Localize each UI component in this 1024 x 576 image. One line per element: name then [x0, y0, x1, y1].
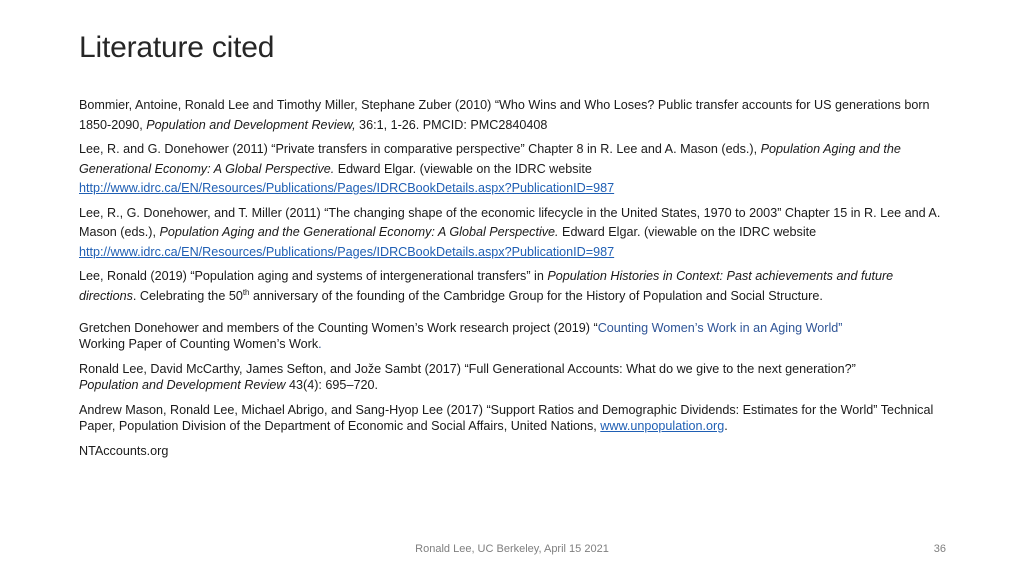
ref-text: anniversary of the founding of the Cambridge Group for the History of Population and Social Structure. [249, 288, 823, 303]
ref-text: . [318, 337, 322, 351]
ref-text: NTAccounts.org [79, 444, 169, 458]
reference-list [79, 96, 947, 468]
ref-text: Ronald Lee, David McCarthy, James Sefton, and Jože Sambt (2017) “Full Generational Accounts: What do we give to the next generation?” [79, 362, 856, 376]
reference-lee-2019 [79, 267, 947, 306]
ref-text: Andrew Mason, Ronald Lee, Michael Abrigo, and Sang-Hyop Lee (2017) “Support Ratios and Demographic Dividends: Estimates for the World” Technical Paper, Population Division of the Department of Economic and Social Affairs, United Nations, [79, 403, 934, 433]
reference-lee-mccarthy-2017 [79, 361, 947, 393]
reference-mason-2017 [79, 402, 947, 434]
ref-text: 36:1, 1-26. PMCID: PMC2840408 [355, 117, 548, 132]
reference-ntaccounts [79, 443, 947, 459]
unpopulation-link[interactable]: www.unpopulation.org [600, 419, 725, 433]
book-title: Population Histories in Context: Past achievements and future directions [79, 269, 894, 303]
ref-text: Lee, R., G. Donehower, and T. Miller (2011) “The changing shape of the economic lifecycle in the United States, 1970 to 2003” Chapter 15 in R. Lee and A. Mason (eds.), [79, 205, 941, 239]
ref-text: Edward Elgar. (viewable on the IDRC website [558, 225, 817, 239]
ref-text: Lee, Ronald (2019) “Population aging and systems of intergenerational transfers” in [79, 269, 548, 283]
idrc-link[interactable]: http://www.idrc.ca/EN/Resources/Publications/Pages/IDRCBookDetails.aspx?PublicationID=987 [79, 244, 615, 259]
ref-text: . [724, 419, 728, 433]
ref-text: 43(4): 695–720. [285, 378, 378, 392]
ref-text: Lee, R. and G. Donehower (2011) “Private transfers in comparative perspective” Chapter 8 in R. Lee and A. Mason (eds.), [79, 142, 761, 156]
reference-donehower-2019 [79, 320, 947, 352]
paper-title-highlight: Counting Women’s Work in an Aging World” [597, 321, 843, 335]
reference-bommier-2010 [79, 96, 947, 135]
ref-text: Gretchen Donehower and members of the Counting Women’s Work research project (2019) “ [79, 321, 598, 335]
book-title: Population Aging and the Generational Economy: A Global Perspective. [79, 142, 901, 176]
page-number: 36 [933, 543, 946, 555]
journal-title: Population and Development Review, [146, 117, 356, 132]
slide-footer: Ronald Lee, UC Berkeley, April 15 2021 [415, 543, 609, 555]
book-title: Population Aging and the Generational Economy: A Global Perspective. [159, 225, 559, 239]
reference-lee-donehower-miller-2011 [79, 204, 947, 263]
journal-title: Population and Development Review [79, 378, 286, 392]
slide-title: Literature cited [79, 31, 275, 64]
ref-text: Edward Elgar. (viewable on the IDRC website [334, 161, 592, 176]
ref-text: Working Paper of Counting Women’s Work [79, 337, 319, 351]
superscript: th [242, 287, 250, 297]
ref-text: Bommier, Antoine, Ronald Lee and Timothy Miller, Stephane Zuber (2010) “Who Wins and Who Loses? Public transfer accounts for US generations born 1850-2090, [79, 98, 930, 132]
ref-text: . Celebrating the 50 [132, 288, 243, 303]
reference-lee-donehower-2011 [79, 140, 947, 199]
idrc-link[interactable]: http://www.idrc.ca/EN/Resources/Publications/Pages/IDRCBookDetails.aspx?PublicationID=987 [79, 181, 615, 195]
